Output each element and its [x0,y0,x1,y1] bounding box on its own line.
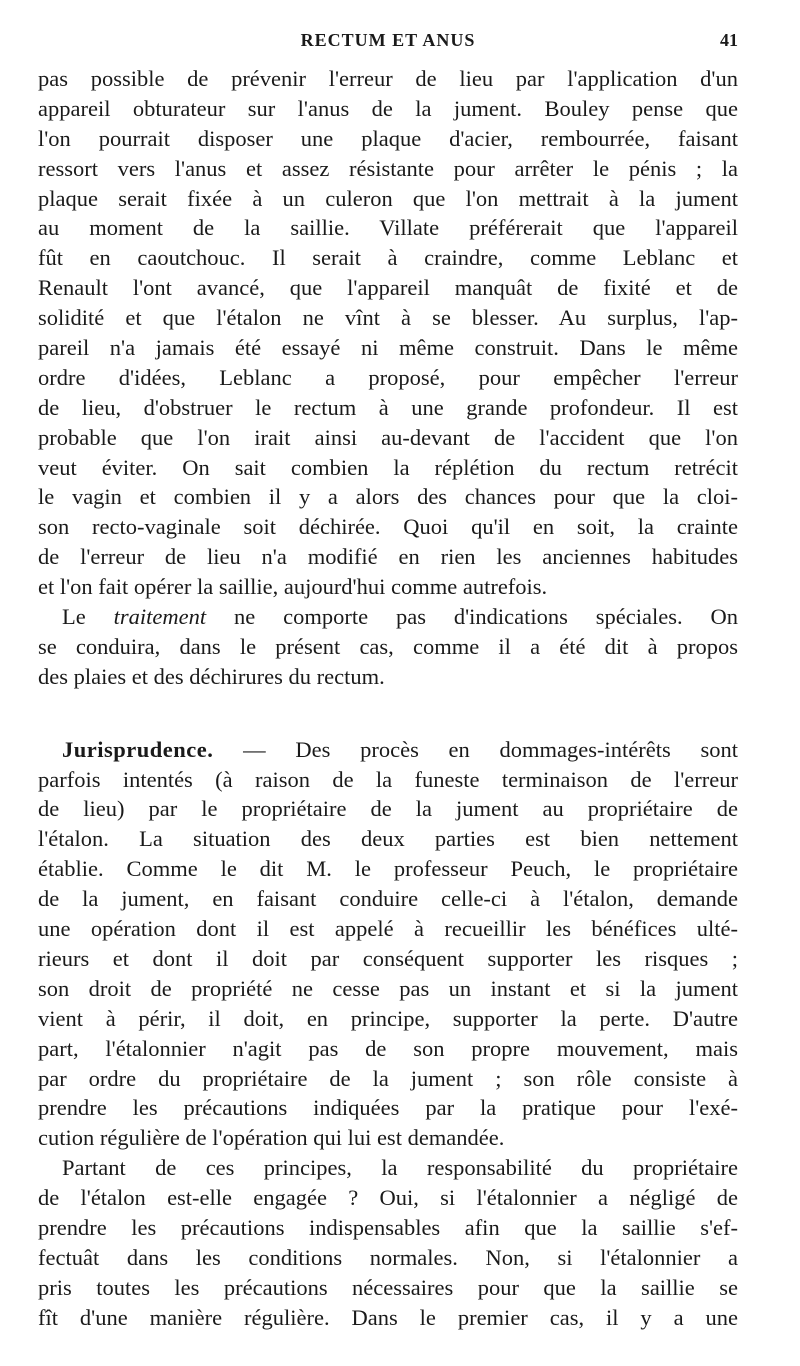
text-line: une opération dont il est appelé à recueillir les bénéfices ulté- [38,916,738,942]
text-line: rieurs et dont il doit par conséquent supporter les risques ; [38,945,738,971]
text-line [38,602,738,632]
paragraph-4 [38,1153,738,1332]
text-line: ressort vers l'anus et assez résistante pour arrêter le pénis ; la [38,155,738,181]
page-header [38,30,738,54]
text-line: cution régulière de l'opération qui lui est demandée. [38,1125,505,1151]
body-text [38,64,738,1333]
text-line: son droit de propriété ne cesse pas un instant et si la jument [38,975,738,1001]
emphasis-traitement: traitement [113,604,207,630]
text-line: part, l'étalonnier n'agit pas de son propre mouvement, mais [38,1035,738,1061]
text-line: l'étalon. La situation des deux parties est bien nettement [38,826,738,852]
text-segment: — Des procès en dommages-intérêts sont [213,736,738,762]
text-line: solidité et que l'étalon ne vînt à se blesser. Au surplus, l'ap- [38,305,738,331]
text-line: parfois intentés (à raison de la funeste terminaison de l'erreur [38,766,738,792]
text-line: par ordre du propriétaire de la jument ; son rôle consiste à [38,1065,738,1091]
text-line: l'on pourrait disposer une plaque d'acier, rembourrée, faisant [38,125,738,151]
text-line: pris toutes les précautions nécessaires pour que la saillie se [38,1274,738,1300]
page-number: 41 [720,30,738,50]
text-segment: ne comporte pas d'indications spéciales. On [206,604,738,630]
text-line: de l'étalon est-elle engagée ? Oui, si l'étalonnier a négligé de [38,1185,738,1211]
text-line: prendre les précautions indispensables afin que la saillie s'ef- [38,1214,738,1240]
text-line: Renault l'ont avancé, que l'appareil manquât de fixité et de [38,275,738,301]
section-heading: Jurisprudence. [62,736,214,762]
text-line: Partant de ces principes, la responsabilité du propriétaire [62,1155,738,1181]
section-gap [38,692,738,735]
text-line: de lieu, d'obstruer le rectum à une grande profondeur. Il est [38,394,738,420]
paragraph-3 [38,735,738,1153]
text-line: probable que l'on irait ainsi au-devant de l'accident que l'on [38,424,738,450]
text-line: appareil obturateur sur l'anus de la jument. Bouley pense que [38,95,738,121]
running-title: RECTUM ET ANUS [300,30,476,50]
text-line: vient à périr, il doit, en principe, supporter la perte. D'autre [38,1005,738,1031]
text-line: prendre les précautions indiquées par la pratique pour l'exé- [38,1095,738,1121]
text-line: fût en caoutchouc. Il serait à craindre, comme Leblanc et [38,245,738,271]
text-line: fectuât dans les conditions normales. Non, si l'étalonnier a [38,1244,738,1270]
paragraph-1 [38,64,738,602]
text-line: veut éviter. On sait combien la réplétion du rectum retrécit [38,454,738,480]
text-line: le vagin et combien il y a alors des chances pour que la cloi- [38,484,738,510]
text-line: de la jument, en faisant conduire celle-ci à l'étalon, demande [38,886,738,912]
text-line: fît d'une manière régulière. Dans le premier cas, il y a une [38,1304,738,1330]
text-line: des plaies et des déchirures du rectum. [38,663,385,689]
text-line: de l'erreur de lieu n'a modifié en rien les anciennes habitudes [38,544,738,570]
text-line: pareil n'a jamais été essayé ni même construit. Dans le même [38,335,738,361]
text-line: de lieu) par le propriétaire de la jument au propriétaire de [38,796,738,822]
text-line: établie. Comme le dit M. le professeur Peuch, le propriétaire [38,856,738,882]
text-segment: Le [62,604,114,630]
text-line: ordre d'idées, Leblanc a proposé, pour empêcher l'erreur [38,364,738,390]
text-line: et l'on fait opérer la saillie, aujourd'hui comme autrefois. [38,574,548,600]
text-line: se conduira, dans le présent cas, comme il a été dit à propos [38,633,738,659]
text-line [38,735,738,765]
text-line: au moment de la saillie. Villate préférerait que l'appareil [38,215,738,241]
text-line: son recto-vaginale soit déchirée. Quoi qu'il en soit, la crainte [38,514,738,540]
paragraph-2 [38,602,738,692]
text-line: plaque serait fixée à un culeron que l'on mettrait à la jument [38,185,738,211]
text-line: pas possible de prévenir l'erreur de lieu par l'application d'un [38,66,738,91]
